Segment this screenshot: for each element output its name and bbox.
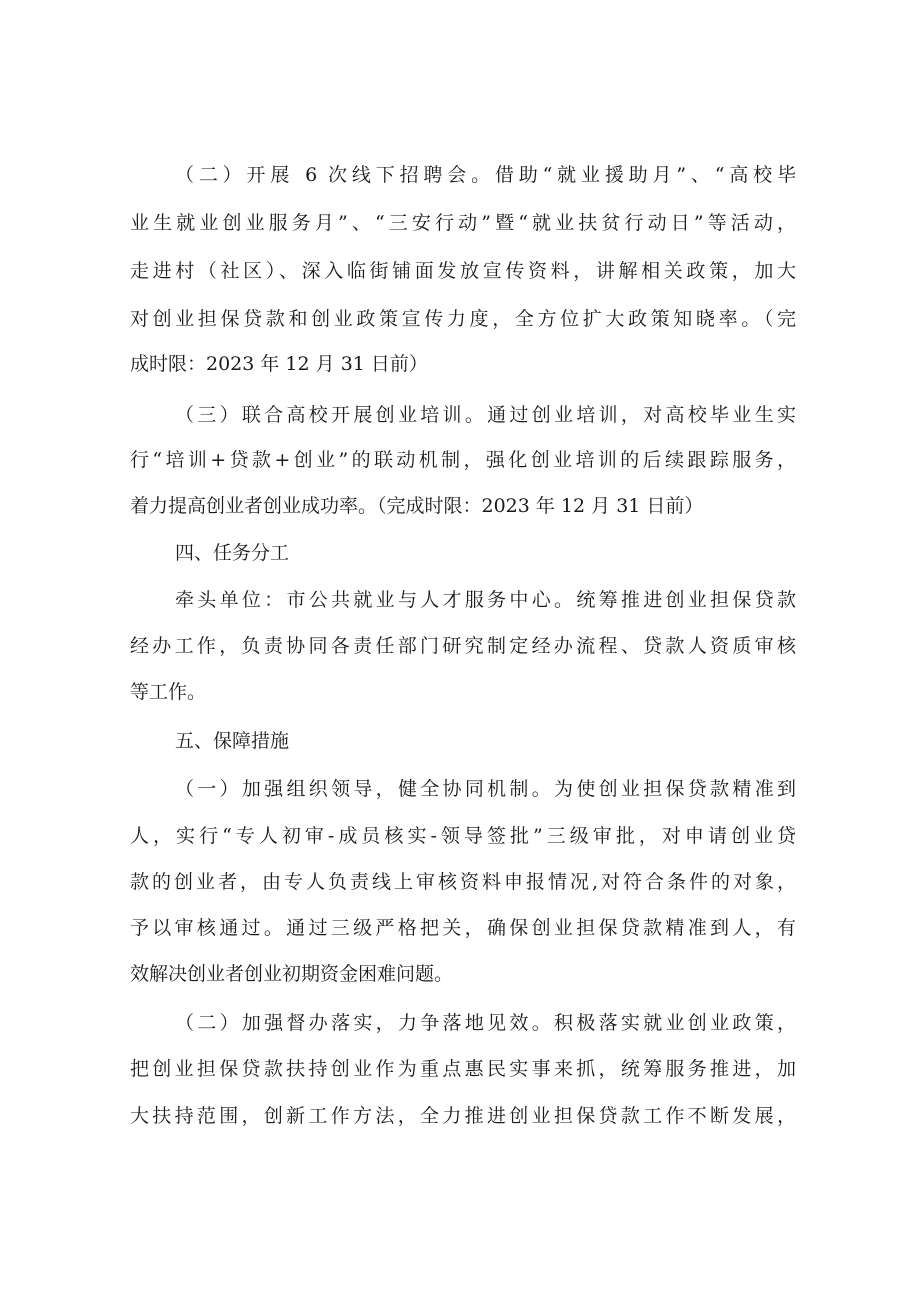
text-line: 等工作。	[130, 681, 207, 703]
text-line: 经办工作，负责协同各责任部门研究制定经办流程、贷款人资质审核	[130, 635, 796, 657]
text-line: 行“培训+贷款+创业”的联动机制，强化创业培训的后续跟踪服务，	[130, 449, 796, 471]
text-line: 人，实行“专人初审-成员核实-领导签批”三级审批，对申请创业贷	[130, 825, 796, 847]
text-line: 成时限：2023 年 12 月 31 日前）	[130, 353, 428, 375]
text-line: 予以审核通过。通过三级严格把关，确保创业担保贷款精准到人，有	[130, 917, 796, 939]
text-line: 走进村（社区）、深入临街铺面发放宣传资料，讲解相关政策，加大	[130, 260, 796, 282]
text-line: 效解决创业者创业初期资金困难问题。	[130, 963, 454, 985]
text-line: （二）加强督办落实，力争落地见效。积极落实就业创业政策，	[175, 1012, 796, 1034]
section-heading: 五、保障措施	[175, 730, 290, 752]
section-heading: 四、任务分工	[175, 542, 290, 564]
text-line: 把创业担保贷款扶持创业作为重点惠民实事来抓，统筹服务推进，加	[130, 1058, 796, 1080]
text-line: 着力提高创业者创业成功率。（完成时限：2023 年 12 月 31 日前）	[130, 495, 704, 517]
text-line: 大扶持范围，创新工作方法，全力推进创业担保贷款工作不断发展，	[130, 1105, 796, 1127]
text-line: 对创业担保贷款和创业政策宣传力度，全方位扩大政策知晓率。（完	[130, 308, 796, 330]
text-line: 牵头单位：市公共就业与人才服务中心。统筹推进创业担保贷款	[175, 589, 796, 611]
text-line: （一）加强组织领导，健全协同机制。为使创业担保贷款精准到	[175, 778, 796, 800]
text-line: 业生就业创业服务月”、“三安行动”暨“就业扶贫行动日”等活动，	[130, 212, 796, 234]
text-line: （三）联合高校开展创业培训。通过创业培训，对高校毕业生实	[175, 404, 796, 426]
text-line: （二）开展 6 次线下招聘会。借助“就业援助月”、“高校毕	[175, 164, 796, 186]
text-line: 款的创业者，由专人负责线上审核资料申报情况,对符合条件的对象，	[130, 871, 796, 893]
